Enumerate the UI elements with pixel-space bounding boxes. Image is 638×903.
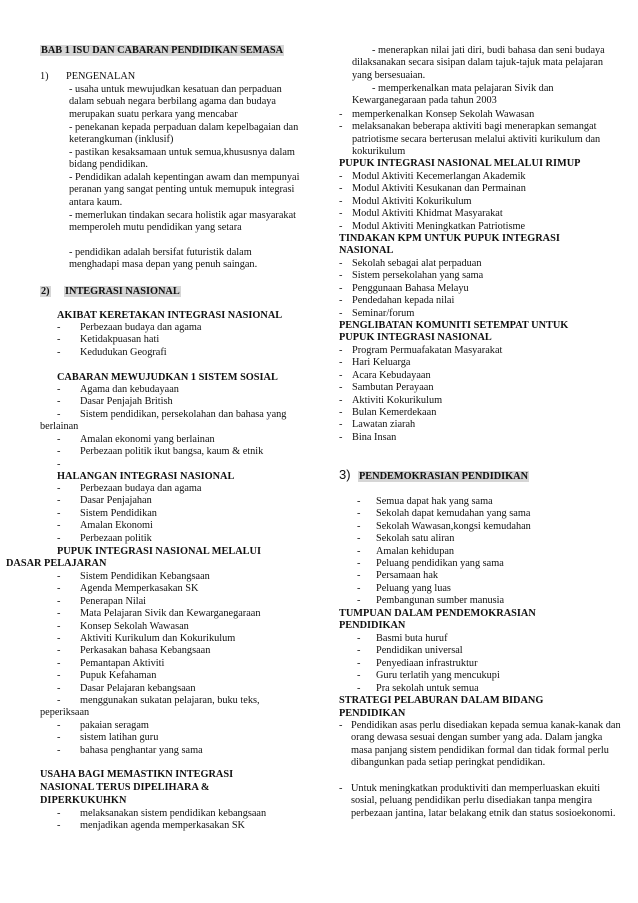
list-dash: - bbox=[357, 657, 361, 669]
list-item: Aktiviti Kokurikulum bbox=[352, 394, 443, 406]
list-item: Ketidakpuasan hati bbox=[80, 334, 160, 346]
list-item: memperkenalkan Konsep Sekolah Wawasan bbox=[352, 109, 535, 120]
list-item: bahasa penghantar yang sama bbox=[80, 744, 203, 756]
list-item: Modul Aktiviti Khidmat Masyarakat bbox=[352, 208, 503, 220]
list-item: Lawatan ziarah bbox=[352, 419, 416, 431]
list-dash: - bbox=[57, 657, 61, 669]
list-item: Perbezaan budaya dan agama bbox=[80, 483, 202, 494]
list-dash: - bbox=[357, 533, 361, 545]
strategi-dash-1: - bbox=[339, 720, 343, 731]
list-dash: - bbox=[57, 633, 61, 644]
intro-para-3: - pastikan kesaksamaan untuk semua,khususnya dalam bidang pendidikan. bbox=[69, 147, 295, 171]
komuniti-heading-line-1: PENGLIBATAN KOMUNITI SETEMPAT UNTUK bbox=[339, 320, 569, 331]
list-item: Pembangunan sumber manusia bbox=[376, 595, 505, 607]
list-dash: - bbox=[57, 520, 61, 532]
cabaran-heading: CABARAN MEWUJUDKAN 1 SISTEM SOSIAL bbox=[57, 372, 278, 383]
list-item: Pendidikan universal bbox=[376, 645, 463, 657]
list-item: Bina Insan bbox=[352, 431, 397, 443]
pupuk-heading-line-1: PUPUK INTEGRASI NASIONAL MELALUI bbox=[57, 546, 261, 557]
list-dash: - bbox=[357, 570, 361, 582]
list-item: Dasar Penjajah British bbox=[80, 396, 173, 408]
list-dash: - bbox=[339, 183, 343, 195]
list-item: Sistem pendidikan, persekolahan dan bahasa yang bbox=[80, 409, 287, 420]
list-item: Amalan ekonomi yang berlainan bbox=[80, 434, 215, 445]
list-item: Agama dan kebudayaan bbox=[80, 384, 179, 395]
tumpuan-heading-line-2: PENDIDIKAN bbox=[339, 620, 406, 631]
list-item: Perbezaan budaya dan agama bbox=[80, 322, 202, 333]
list-item: menjadikan agenda memperkasakan SK bbox=[80, 820, 245, 832]
list-dash: - bbox=[339, 295, 343, 307]
list-item: Program Permuafakatan Masyarakat bbox=[352, 345, 503, 356]
list-dash: - bbox=[357, 645, 361, 657]
top-para-1: - menerapkan nilai jati diri, budi bahasa dan seni budaya dilaksanakan secara sisipan dalam tajuk-tajuk mata pelajaran yang bersesuaian. bbox=[352, 45, 605, 81]
list-dash: - bbox=[339, 369, 343, 381]
list-item: Sekolah dapat kemudahan yang sama bbox=[376, 508, 531, 520]
usaha-heading-line-2: NASIONAL TERUS DIPELIHARA & bbox=[40, 782, 210, 793]
list-item: Peluang yang luas bbox=[376, 582, 451, 594]
list-item: melaksanakan beberapa aktiviti bagi menerapkan semangat patriotisme secara berterusan melalui aktiviti kurikulum dan kokurikulum bbox=[352, 121, 601, 158]
section-1-number: 1) bbox=[40, 71, 49, 82]
list-item: Sistem Pendidikan bbox=[80, 507, 157, 519]
list-item: Kedudukan Geografi bbox=[80, 346, 167, 358]
list-dash: - bbox=[57, 595, 61, 607]
list-dash: - bbox=[57, 571, 61, 582]
section-1-heading: PENGENALAN bbox=[66, 71, 136, 82]
top-para-2: - memperkenalkan mata pelajaran Sivik dan Kewarganegaraan pada tahun 2003 bbox=[352, 83, 554, 107]
akibat-heading: AKIBAT KERETAKAN INTEGRASI NASIONAL bbox=[57, 310, 283, 321]
list-dash: - bbox=[339, 394, 343, 406]
list-item: Pendedahan kepada nilai bbox=[352, 295, 455, 307]
list-item: Penerapan Nilai bbox=[80, 595, 147, 607]
list-dash: - bbox=[339, 109, 343, 120]
usaha-heading-line-3: DIPERKUKUHKN bbox=[40, 795, 127, 806]
kpm-heading-line-1: TINDAKAN KPM UNTUK PUPUK INTEGRASI bbox=[339, 233, 560, 244]
list-item: Modul Aktiviti Kesukanan dan Permainan bbox=[352, 183, 526, 195]
list-item: Penggunaan Bahasa Melayu bbox=[352, 282, 469, 294]
list-dash: - bbox=[57, 695, 61, 706]
list-dash: - bbox=[57, 532, 61, 544]
list-item: Guru terlatih yang mencukupi bbox=[376, 670, 500, 682]
list-item: Sekolah Wawasan,kongsi kemudahan bbox=[376, 520, 531, 532]
list-dash: - bbox=[57, 446, 61, 458]
list-item: pakaian seragam bbox=[80, 720, 149, 731]
list-dash: - bbox=[357, 595, 361, 607]
list-dash: - bbox=[57, 396, 61, 408]
list-item: Konsep Sekolah Wawasan bbox=[80, 620, 189, 632]
list-dash: - bbox=[57, 808, 61, 819]
list-dash: - bbox=[57, 608, 61, 620]
list-dash: - bbox=[57, 620, 61, 632]
list-item: Basmi buta huruf bbox=[376, 633, 448, 644]
list-item: Amalan Ekonomi bbox=[80, 520, 153, 532]
list-item: berlainan bbox=[40, 421, 79, 433]
list-item: Perbezaan politik ikut bangsa, kaum & etnik bbox=[80, 446, 264, 458]
list-item: Dasar Pelajaran kebangsaan bbox=[80, 682, 196, 694]
list-dash: - bbox=[339, 407, 343, 418]
list-dash: - bbox=[57, 820, 61, 832]
list-dash: - bbox=[357, 545, 361, 557]
list-item: Persamaan hak bbox=[376, 570, 439, 582]
list-item: Sistem Pendidikan Kebangsaan bbox=[80, 571, 210, 582]
list-dash: - bbox=[357, 633, 361, 644]
list-item: Sambutan Perayaan bbox=[352, 382, 434, 394]
list-item: sistem latihan guru bbox=[80, 732, 159, 744]
strategi-heading-line-1: STRATEGI PELABURAN DALAM BIDANG bbox=[339, 695, 544, 706]
kpm-heading-line-2: NASIONAL bbox=[339, 245, 394, 256]
list-item: Peluang pendidikan yang sama bbox=[376, 558, 504, 569]
list-dash: - bbox=[57, 670, 61, 682]
list-dash: - bbox=[339, 419, 343, 431]
list-dash: - bbox=[57, 720, 61, 731]
list-item: menggunakan sukatan pelajaran, buku teks, bbox=[80, 695, 260, 706]
list-item: Dasar Penjajahan bbox=[80, 495, 152, 507]
list-dash: - bbox=[57, 645, 61, 657]
komuniti-heading-line-2: PUPUK INTEGRASI NASIONAL bbox=[339, 332, 492, 343]
strategi-para-2: Untuk meningkatkan produktiviti dan memperluaskan ekuiti sosial, peluang pendidikan perlu disediakan tanpa mengira perbezaan jantina, latar belakang etnik dan status sosioekonomi. bbox=[351, 783, 616, 819]
list-dash: - bbox=[57, 682, 61, 694]
halangan-heading: HALANGAN INTEGRASI NASIONAL bbox=[57, 471, 235, 482]
list-item: Perbezaan politik bbox=[80, 532, 152, 544]
section-3-number: 3) bbox=[339, 467, 351, 482]
list-dash: - bbox=[339, 270, 343, 282]
list-dash: - bbox=[57, 434, 61, 445]
list-dash: - bbox=[57, 384, 61, 395]
intro-para-5: - memerlukan tindakan secara holistik agar masyarakat memperoleh mutu pendidikan yang setara bbox=[69, 210, 297, 234]
list-dash: - bbox=[357, 682, 361, 694]
list-item: melaksanakan sistem pendidikan kebangsaan bbox=[80, 808, 267, 819]
list-dash: - bbox=[339, 208, 343, 220]
rimup-heading: PUPUK INTEGRASI NASIONAL MELALUI RIMUP bbox=[339, 158, 581, 169]
list-item: Sekolah satu aliran bbox=[376, 533, 455, 545]
list-item: Aktiviti Kurikulum dan Kokurikulum bbox=[80, 633, 236, 644]
list-dash: - bbox=[57, 409, 61, 420]
list-item: Modul Aktiviti Kecemerlangan Akademik bbox=[352, 171, 526, 182]
intro-para-6: - pendidikan adalah bersifat futuristik dalam menghadapi masa depan yang penuh saingan. bbox=[69, 247, 258, 271]
list-dash: - bbox=[57, 744, 61, 756]
list-item: Hari Keluarga bbox=[352, 357, 411, 369]
list-dash: - bbox=[357, 520, 361, 532]
usaha-heading-line-1: USAHA BAGI MEMASTIKN INTEGRASI bbox=[40, 769, 234, 780]
pupuk-heading-line-2: DASAR PELAJARAN bbox=[6, 558, 107, 569]
list-dash: - bbox=[357, 496, 361, 507]
strategi-dash-2: - bbox=[339, 783, 343, 794]
list-dash: - bbox=[57, 483, 61, 494]
list-dash: - bbox=[57, 346, 61, 358]
list-item: peperiksaan bbox=[40, 707, 90, 719]
list-dash: - bbox=[339, 258, 343, 269]
list-dash: - bbox=[57, 732, 61, 744]
list-item: Agenda Memperkasakan SK bbox=[80, 583, 199, 595]
list-dash: - bbox=[339, 382, 343, 394]
list-dash: - bbox=[357, 558, 361, 569]
list-dash: - bbox=[57, 459, 61, 470]
intro-para-2: - penekanan kepada perpaduan dalam kepelbagaian dan keterangkuman (inklusif) bbox=[69, 122, 299, 146]
list-dash: - bbox=[339, 195, 343, 207]
list-item: Modul Aktiviti Meningkatkan Patriotisme bbox=[352, 220, 526, 232]
list-item: Perkasakan bahasa Kebangsaan bbox=[80, 645, 211, 657]
section-2-number: 2) bbox=[41, 286, 50, 297]
list-dash: - bbox=[339, 307, 343, 319]
list-dash: - bbox=[339, 121, 343, 133]
list-dash: - bbox=[357, 508, 361, 520]
list-item: Modul Aktiviti Kokurikulum bbox=[352, 195, 472, 207]
list-item: Sekolah sebagai alat perpaduan bbox=[352, 258, 482, 269]
list-item: Semua dapat hak yang sama bbox=[376, 496, 493, 507]
list-dash: - bbox=[57, 322, 61, 333]
strategi-para-1: Pendidikan asas perlu disediakan kepada semua kanak-kanak dan orang dewasa sesuai dengan sumber yang ada. Dalam jangka masa panjang sistem pendidikan formal dan tidak formal perlu dibangunkan pada setiap peringkat pendidikan. bbox=[351, 720, 621, 769]
list-dash: - bbox=[339, 357, 343, 369]
list-dash: - bbox=[339, 282, 343, 294]
list-item: Acara Kebudayaan bbox=[352, 369, 431, 381]
list-item: Bulan Kemerdekaan bbox=[352, 407, 437, 418]
list-dash: - bbox=[57, 583, 61, 595]
section-2-heading: INTEGRASI NASIONAL bbox=[65, 286, 180, 297]
list-dash: - bbox=[357, 670, 361, 682]
list-dash: - bbox=[57, 495, 61, 507]
intro-para-1: - usaha untuk mewujudkan kesatuan dan perpaduan dalam sebuah negara berbilang agama dan budaya merupakan suatu perkara yang mencabar bbox=[69, 84, 282, 120]
list-item: Pemantapan Aktiviti bbox=[80, 657, 165, 669]
intro-para-4: - Pendidikan adalah kepentingan awam dan mempunyai peranan yang sangat penting untuk memupuk integrasi antara kaum. bbox=[69, 172, 300, 208]
list-dash: - bbox=[357, 582, 361, 594]
tumpuan-heading-line-1: TUMPUAN DALAM PENDEMOKRASIAN bbox=[339, 608, 536, 619]
list-dash: - bbox=[339, 220, 343, 232]
section-3-heading: PENDEMOKRASIAN PENDIDIKAN bbox=[359, 471, 529, 482]
list-item: Penyediaan infrastruktur bbox=[376, 657, 478, 669]
strategi-heading-line-2: PENDIDIKAN bbox=[339, 708, 406, 719]
list-dash: - bbox=[57, 334, 61, 346]
list-item: Pupuk Kefahaman bbox=[80, 670, 157, 682]
list-dash: - bbox=[339, 171, 343, 182]
list-dash: - bbox=[339, 431, 343, 443]
list-item: Amalan kehidupan bbox=[376, 545, 455, 557]
list-item: Seminar/forum bbox=[352, 307, 415, 319]
list-dash: - bbox=[57, 507, 61, 519]
list-dash: - bbox=[339, 345, 343, 356]
chapter-title: BAB 1 ISU DAN CABARAN PENDIDIKAN SEMASA bbox=[41, 45, 284, 56]
list-item: Sistem persekolahan yang sama bbox=[352, 270, 484, 282]
list-item: Mata Pelajaran Sivik dan Kewarganegaraan bbox=[80, 608, 261, 620]
list-item: Pra sekolah untuk semua bbox=[376, 682, 479, 694]
